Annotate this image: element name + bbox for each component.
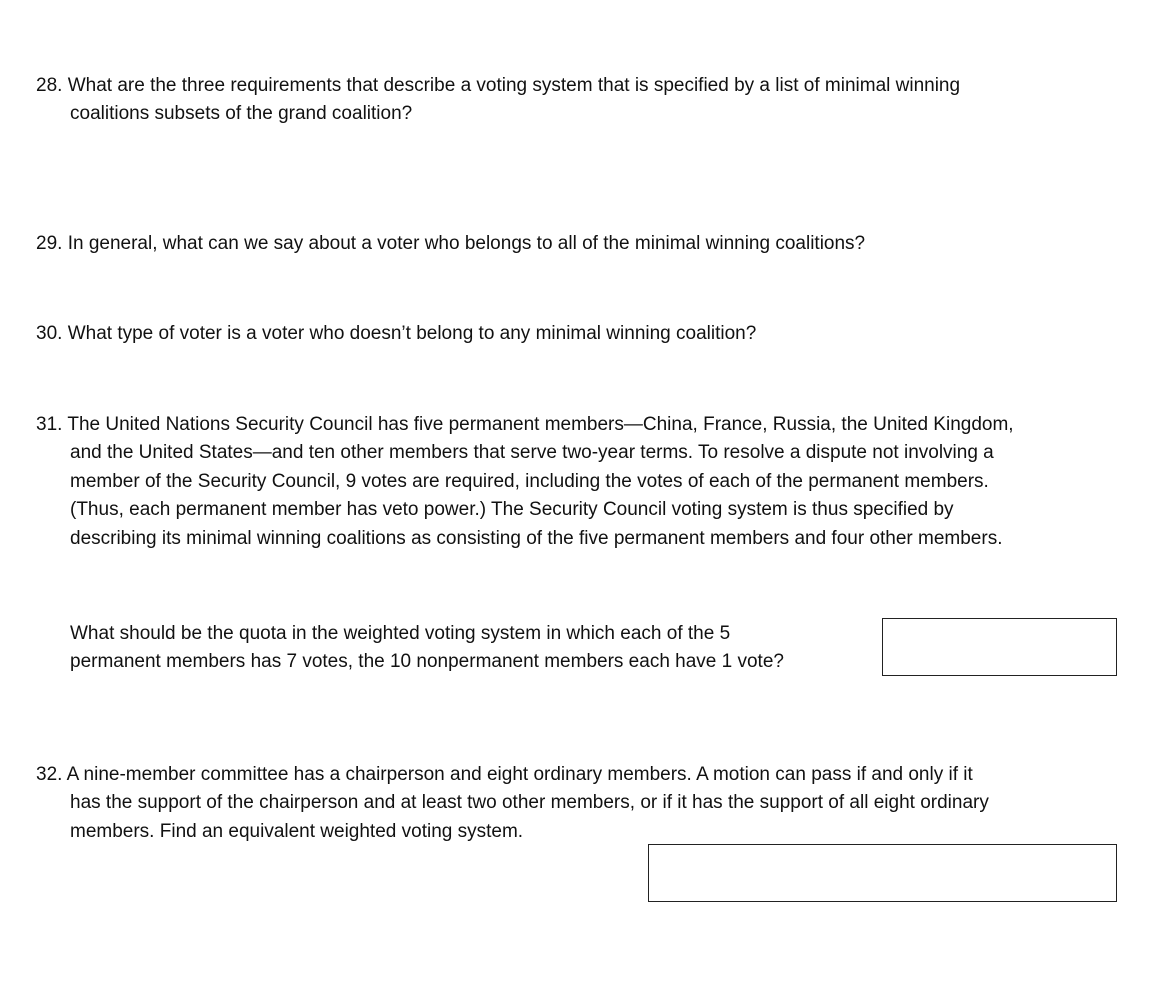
question-30 bbox=[36, 320, 756, 348]
question-29-line-1: 29. In general, what can we say about a voter who belongs to all of the minimal winning coalitions? bbox=[36, 233, 866, 254]
question-30-number: 30. bbox=[36, 323, 63, 344]
question-31-line-3: member of the Security Council, 9 votes are required, including the votes of each of the permanent members. bbox=[70, 470, 989, 492]
question-28 bbox=[36, 72, 960, 129]
question-28-line-2: coalitions subsets of the grand coalition? bbox=[70, 103, 413, 125]
question-32-line-1: 32. A nine-member committee has a chairperson and eight ordinary members. A motion can pass if and only if it bbox=[36, 764, 973, 785]
question-32-line-3: members. Find an equivalent weighted voting system. bbox=[70, 820, 524, 842]
question-31-sub-line-2: permanent members has 7 votes, the 10 nonpermanent members each have 1 vote? bbox=[70, 651, 784, 673]
question-31-answer-box[interactable] bbox=[882, 618, 1117, 676]
question-31-number: 31. bbox=[36, 414, 63, 435]
question-32-line-2: has the support of the chairperson and at least two other members, or if it has the support of all eight ordinary bbox=[70, 792, 989, 814]
question-32-answer-box[interactable] bbox=[648, 844, 1117, 902]
question-31-line-5: describing its minimal winning coalitions as consisting of the five permanent members and four other members. bbox=[70, 527, 1003, 549]
question-29-number: 29. bbox=[36, 233, 63, 254]
question-31 bbox=[36, 411, 1014, 553]
question-31-line-2: and the United States—and ten other members that serve two-year terms. To resolve a dispute not involving a bbox=[70, 442, 994, 464]
question-28-line-1: 28. What are the three requirements that describe a voting system that is specified by a list of minimal winning bbox=[36, 75, 961, 96]
question-32 bbox=[36, 761, 989, 846]
question-30-line-1: 30. What type of voter is a voter who doesn’t belong to any minimal winning coalition? bbox=[36, 323, 757, 344]
question-32-number: 32. bbox=[36, 764, 63, 785]
question-31-sub-line-1: What should be the quota in the weighted voting system in which each of the 5 bbox=[70, 623, 731, 644]
question-28-number: 28. bbox=[36, 75, 63, 96]
question-31-line-4: (Thus, each permanent member has veto power.) The Security Council voting system is thus specified by bbox=[70, 499, 954, 521]
question-29 bbox=[36, 230, 865, 258]
question-31-sub-question bbox=[70, 620, 784, 677]
question-31-line-1: 31. The United Nations Security Council has five permanent members—China, France, Russia, the United Kingdom, bbox=[36, 414, 1014, 435]
